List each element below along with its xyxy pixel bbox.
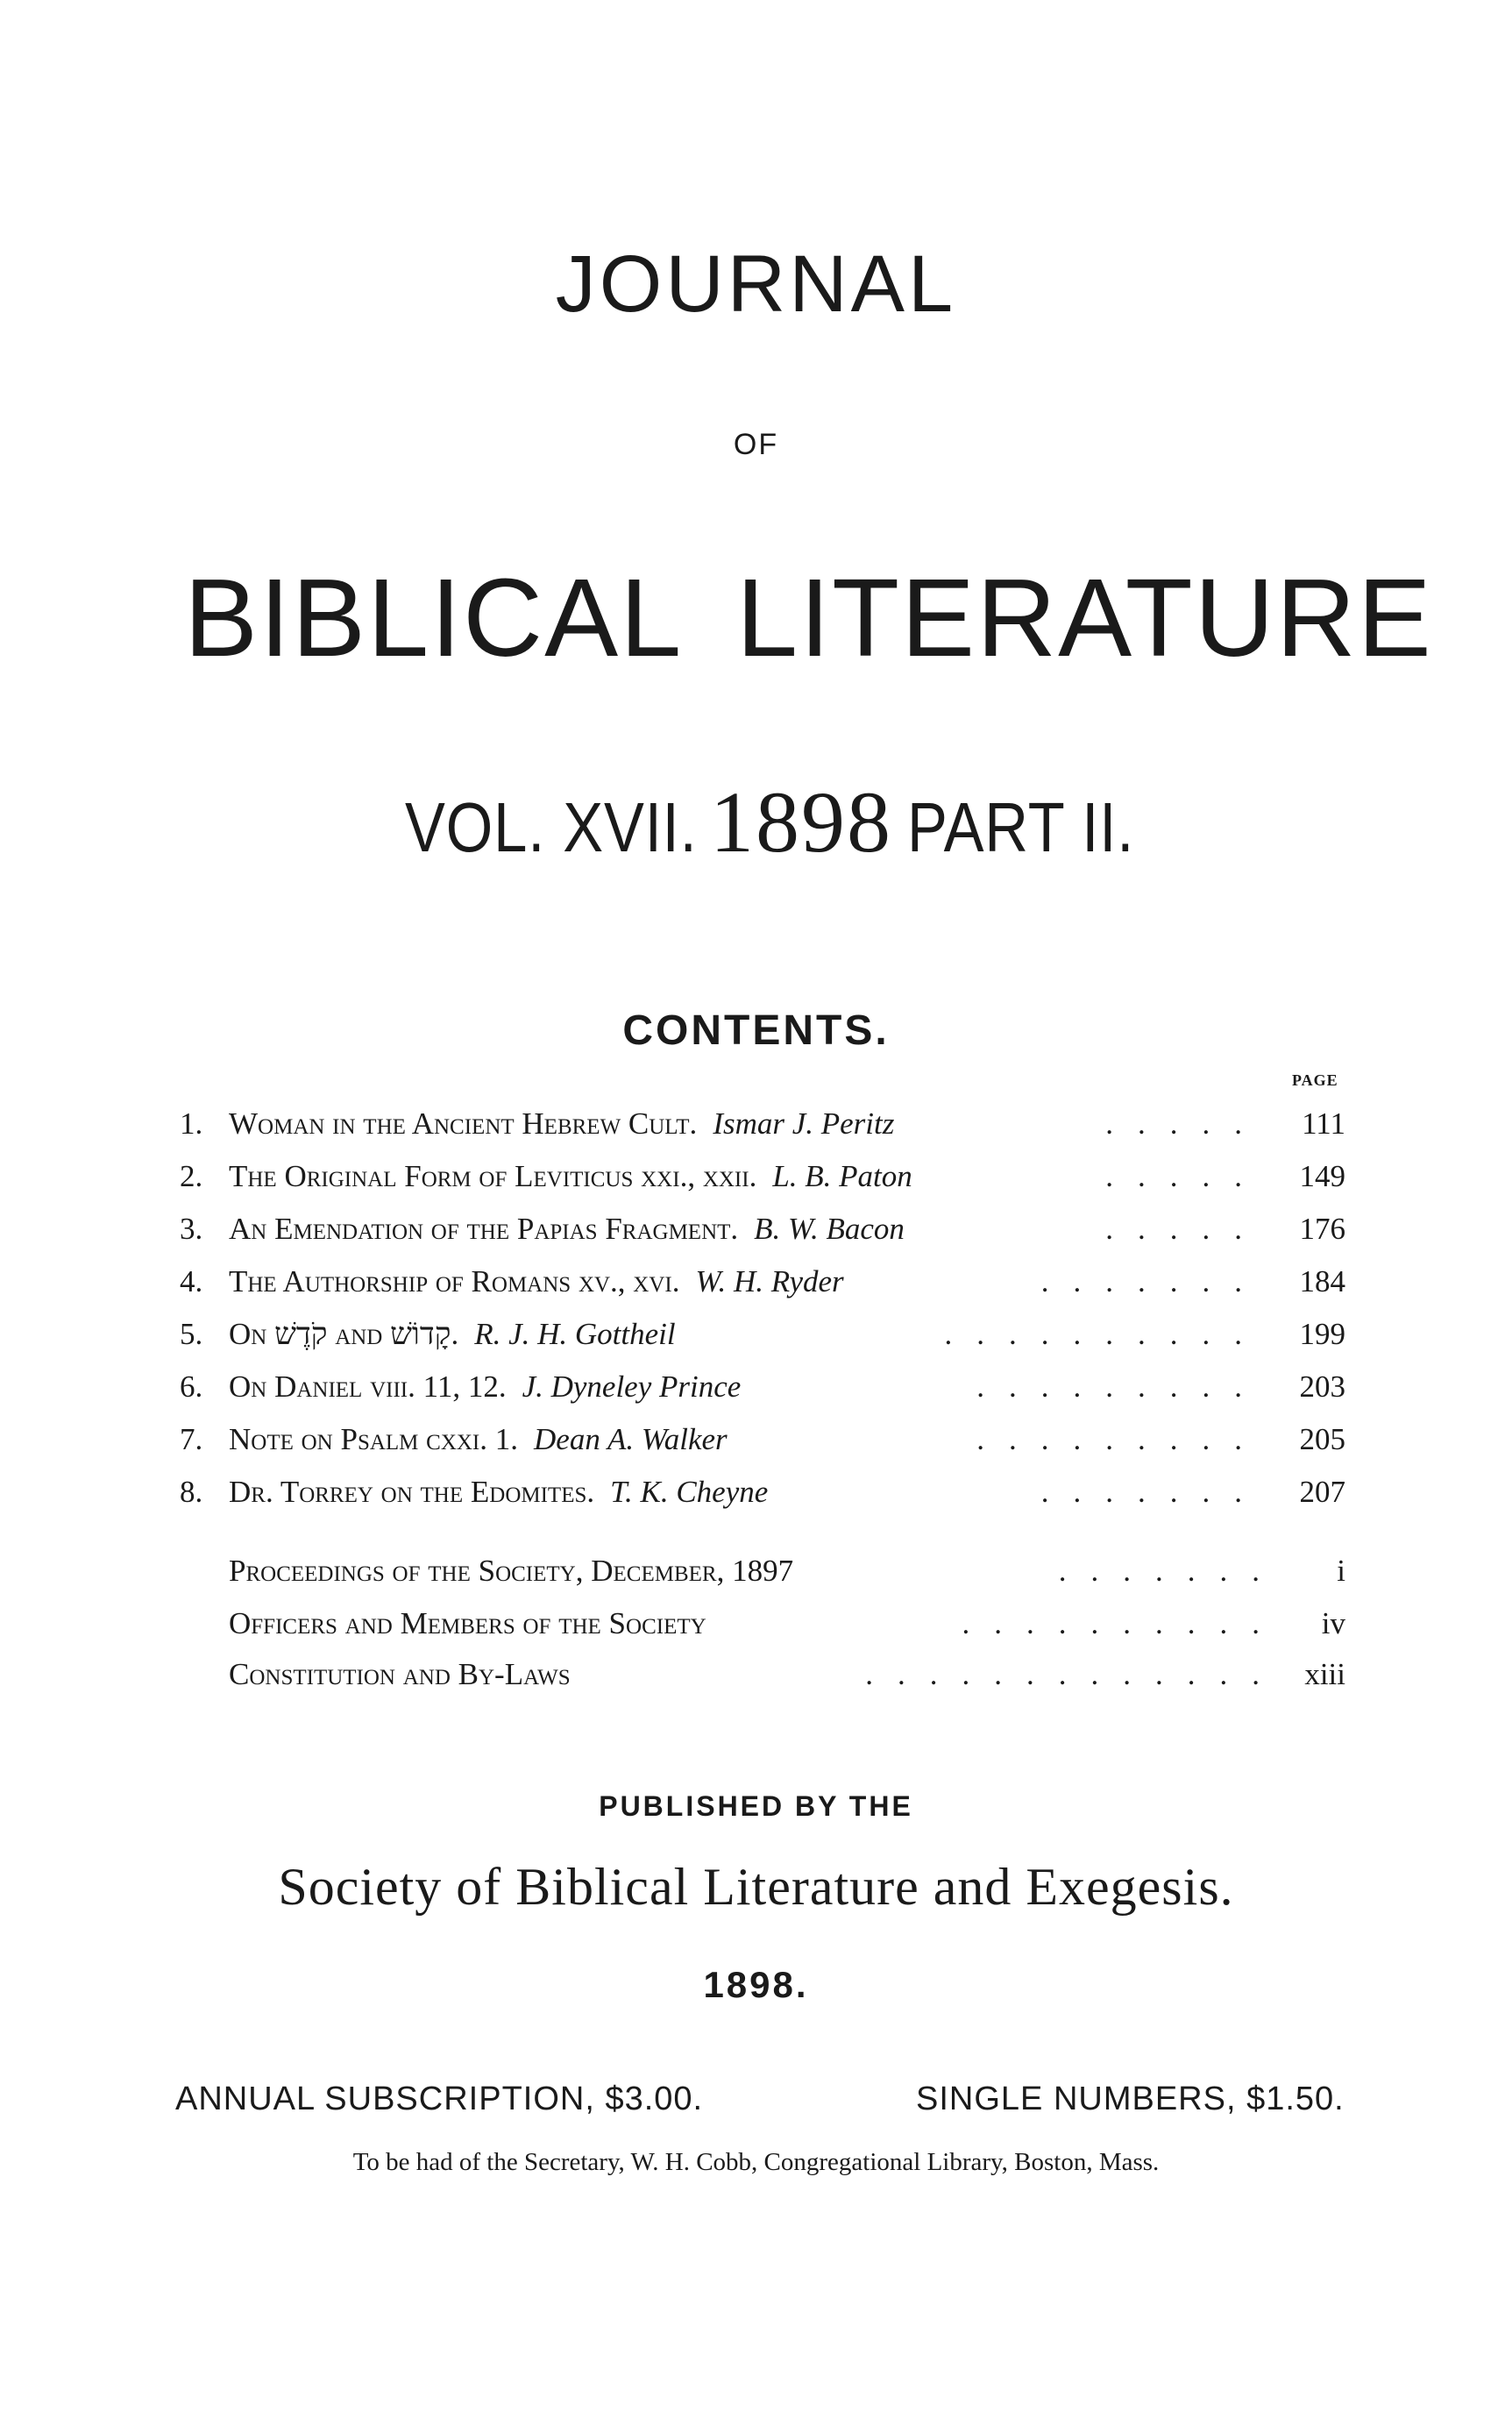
leader-dots: .........	[976, 1369, 1267, 1404]
toc-number: 2.	[180, 1159, 203, 1193]
toc-row	[180, 1106, 1345, 1150]
leader-dots: .........	[976, 1422, 1267, 1456]
toc-title	[229, 1212, 905, 1247]
of-heading: OF	[733, 428, 779, 461]
toc-number: 1.	[180, 1106, 203, 1141]
toc-author: Dean A. Walker	[534, 1422, 728, 1456]
toc-title	[229, 1106, 894, 1142]
toc-page: 203	[1299, 1369, 1345, 1404]
leader-dots: ..........	[944, 1317, 1267, 1351]
toc-title	[229, 1159, 912, 1194]
toc-row	[180, 1475, 1345, 1519]
toc-row	[180, 1212, 1345, 1256]
leader-dots: .....	[1105, 1212, 1267, 1246]
leader-dots: .......	[1058, 1554, 1284, 1588]
published-by: PUBLISHED BY THE	[599, 1790, 913, 1822]
toc-title	[229, 1422, 728, 1457]
toc-number: 6.	[180, 1369, 203, 1404]
toc-title-text: The Authorship of Romans xv., xvi.	[229, 1264, 680, 1298]
toc-number: 5.	[180, 1317, 203, 1351]
part-label: PART II.	[907, 788, 1135, 866]
toc-author: B. W. Bacon	[754, 1212, 905, 1246]
toc-row	[180, 1159, 1345, 1203]
publication-year: 1898.	[703, 1964, 809, 2005]
toc-title-text: Dr. Torrey on the Edomites.	[229, 1475, 595, 1509]
toc-title	[229, 1317, 676, 1352]
toc-page: 184	[1299, 1264, 1345, 1298]
supplement-title: Officers and Members of the Society	[229, 1606, 706, 1640]
secretary-line: To be had of the Secretary, W. H. Cobb, Congregational Library, Boston, Mass.	[352, 2148, 1160, 2176]
annual-subscription: ANNUAL SUBSCRIPTION, $3.00.	[175, 2081, 704, 2117]
toc-row	[180, 1369, 1345, 1413]
toc-title-text: Note on Psalm cxxi. 1.	[229, 1422, 519, 1456]
toc-title	[229, 1475, 768, 1510]
contents-heading: CONTENTS.	[622, 1007, 890, 1054]
journal-heading: JOURNAL	[555, 239, 957, 329]
leader-dots: .............	[865, 1657, 1284, 1691]
supplement-page: xiii	[1304, 1657, 1345, 1691]
supplement-row	[180, 1554, 1345, 1597]
toc-page: 207	[1299, 1475, 1345, 1509]
toc-page: 176	[1299, 1212, 1345, 1246]
toc-author: Ismar J. Peritz	[713, 1106, 895, 1141]
page-column-header: PAGE	[1292, 1071, 1338, 1089]
toc-author: L. B. Paton	[772, 1159, 912, 1193]
toc-row	[180, 1264, 1345, 1308]
toc-row	[180, 1422, 1345, 1466]
biblical-heading: BIBLICAL	[184, 556, 684, 679]
toc-page: 205	[1299, 1422, 1345, 1456]
toc-number: 8.	[180, 1475, 203, 1509]
toc-title	[229, 1369, 741, 1405]
toc-title-text: Woman in the Ancient Hebrew Cult.	[229, 1106, 698, 1141]
toc-number: 4.	[180, 1264, 203, 1298]
year-label: 1898	[710, 773, 892, 871]
toc-title-text: On Daniel viii. 11, 12.	[229, 1369, 507, 1404]
toc-title-text: On קֹדֶשׁ and קָדוֹשׁ.	[229, 1317, 459, 1351]
leader-dots: .......	[1040, 1264, 1267, 1298]
supplement-row	[180, 1606, 1345, 1650]
leader-dots: ..........	[962, 1606, 1284, 1640]
leader-dots: .......	[1040, 1475, 1267, 1509]
supplement-page: i	[1337, 1554, 1345, 1588]
leader-dots: .....	[1105, 1159, 1267, 1193]
society-name: Society of Biblical Literature and Exegesis.	[278, 1858, 1234, 1916]
toc-row	[180, 1317, 1345, 1361]
toc-author: W. H. Ryder	[695, 1264, 844, 1298]
leader-dots: .....	[1105, 1106, 1267, 1141]
toc-number: 7.	[180, 1422, 203, 1456]
single-numbers: SINGLE NUMBERS, $1.50.	[916, 2081, 1345, 2117]
toc-author: R. J. H. Gottheil	[474, 1317, 676, 1351]
supplement-page: iv	[1321, 1606, 1345, 1640]
toc-author: J. Dyneley Prince	[522, 1369, 742, 1404]
toc-title-text: An Emendation of the Papias Fragment.	[229, 1212, 739, 1246]
literature-heading: LITERATURE	[736, 556, 1433, 679]
supplement-title: Proceedings of the Society, December, 1897	[229, 1554, 794, 1588]
toc-title	[229, 1264, 844, 1299]
toc-page: 199	[1299, 1317, 1345, 1351]
toc-page: 149	[1299, 1159, 1345, 1193]
toc-number: 3.	[180, 1212, 203, 1246]
toc-page: 111	[1302, 1106, 1345, 1141]
toc-title-text: The Original Form of Leviticus xxi., xxii.	[229, 1159, 757, 1193]
toc-author: T. K. Cheyne	[610, 1475, 769, 1509]
supplement-title: Constitution and By-Laws	[229, 1657, 571, 1691]
volume-label: VOL. XVII.	[405, 788, 698, 866]
supplement-row	[180, 1657, 1345, 1701]
